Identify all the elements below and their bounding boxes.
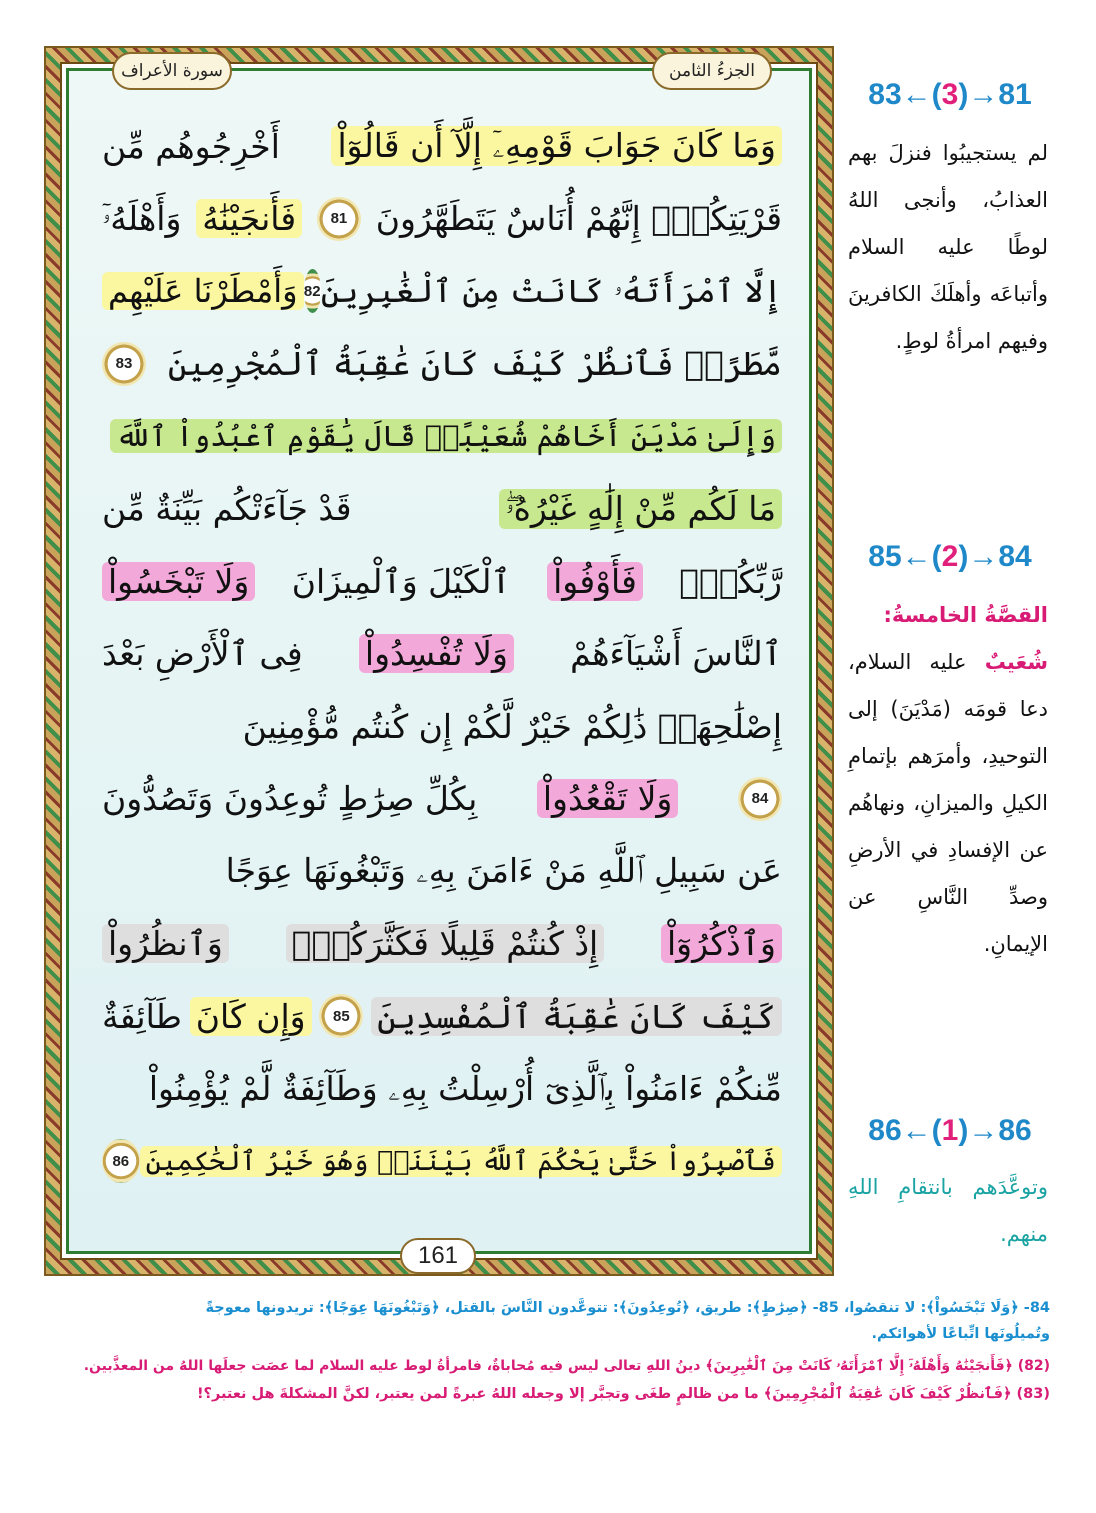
highlighted-phrase: فَأَنجَيْنَٰهُ [196, 199, 302, 238]
verse-text: بِكُلِّ صِرَٰطٍ تُوعِدُونَ وَتَصُدُّونَ [102, 779, 478, 818]
highlighted-phrase: فَأَوْفُواْ [547, 562, 643, 601]
side-summary-2-text: عليه السلام، دعا قومَه (مَدْيَنَ) إلى التوحيدِ، وأمرَهم بإتمامِ الكيلِ والميزانِ، ونهاهُم عن الإفسادِ في الأرضِ وصدِّ النَّاسِ عن الإيمانِ. [848, 650, 1048, 956]
prophet-name: شُعَيبٌ [984, 650, 1048, 674]
quran-line [102, 624, 782, 684]
highlighted-phrase: فَٱصْبِرُواْ حَتَّىٰ يَحْكُمَ ٱللَّهُ بَيْنَنَاۚ وَهُوَ خَيْرُ ٱلْحَٰكِمِينَ [140, 1146, 782, 1177]
highlighted-phrase: وَلَا تَقْعُدُواْ [537, 779, 678, 818]
verse-text: أَخْرِجُوهُم مِّن [102, 126, 280, 166]
ayah-number-marker: 84 [738, 777, 782, 821]
verse-text: إِصْلَٰحِهَاۚ ذَٰلِكُمْ خَيْرٌ لَّكُمْ إِن كُنتُم مُّؤْمِنِينَ [242, 706, 782, 746]
highlighted-phrase: وَٱذْكُرُوٓاْ [661, 924, 782, 963]
verse-text: ٱلْكَيْلَ وَٱلْمِيزَانَ [291, 561, 511, 601]
highlighted-phrase: وَلَا تَبْخَسُواْ [102, 562, 255, 601]
verse-text: فِى ٱلْأَرْضِ بَعْدَ [102, 634, 303, 673]
quran-line [102, 261, 782, 321]
quran-line [102, 914, 782, 974]
footnote-vocab: 84- ﴿وَلَا تَبْخَسُواْ﴾: لا تنقصُوا، 85- ﴿صِرَٰطٍ﴾: طريق، ﴿تُوعِدُونَ﴾: تتوعَّدون النَّاسَ بالقتل، ﴿وَتَبْغُونَهَا عِوَجًا﴾: تريدونها معوجةً [205, 1300, 1050, 1316]
quran-line [102, 406, 782, 466]
ayah-number-marker: 85 [319, 994, 363, 1038]
quran-line [102, 769, 782, 829]
verse-text: عَن سَبِيلِ ٱللَّهِ مَنْ ءَامَنَ بِهِۦ وَتَبْغُونَهَا عِوَجًا [225, 851, 782, 890]
verse-text: طَآئِفَةٌ [102, 996, 182, 1036]
quran-line [102, 841, 782, 901]
page-number: 161 [400, 1238, 476, 1274]
ayah-number-marker: 81 [317, 197, 361, 241]
quran-line [102, 116, 782, 176]
verse-text: قَرْيَتِكُمْۖ إِنَّهُمْ أُنَاسٌ يَتَطَهَّرُونَ [375, 199, 782, 238]
quran-line [102, 479, 782, 539]
verse-text: وَأَهْلَهُۥٓ [102, 198, 182, 238]
ayah-number-marker: 86 [102, 1139, 140, 1183]
quran-line [102, 551, 782, 611]
verse-text: مَّطَرًاۖ فَٱنظُرْ كَيْفَ كَانَ عَٰقِبَةُ ٱلْمُجْرِمِينَ [167, 344, 782, 383]
highlighted-phrase: مَا لَكُم مِّنْ إِلَٰهٍ غَيْرُهُۥۖ [499, 489, 782, 529]
highlighted-phrase: وَلَا تُفْسِدُواْ [359, 634, 514, 673]
highlighted-phrase: وَإِن كَانَ [190, 997, 312, 1036]
side-summary-2 [848, 592, 1048, 968]
quran-line [102, 189, 782, 249]
verse-text: مِّنكُمْ ءَامَنُواْ بِٱلَّذِىٓ أُرْسِلْتُ بِهِۦ وَطَآئِفَةٌ لَّمْ يُؤْمِنُواْ [148, 1068, 782, 1108]
side-range-2: 85←(2)→84 [868, 540, 1032, 573]
highlighted-phrase: وَأَمْطَرْنَا عَلَيْهِم [102, 272, 304, 310]
footnote-vocab-cont: وتُميلُونَها اتِّباعًا لأهوائكم. [871, 1326, 1050, 1342]
quran-line [102, 334, 782, 394]
surah-label: سورة الأعراف [112, 52, 232, 90]
side-summary-3: وتوعَّدَهم بانتقامِ اللهِ منهم. [848, 1175, 1048, 1246]
highlighted-phrase: وَٱنظُرُواْ [102, 924, 229, 963]
juz-label: الجزءُ الثامن [652, 52, 772, 90]
highlighted-phrase: وَإِلَىٰ مَدْيَنَ أَخَاهُمْ شُعَيْبًاۗ قَالَ يَٰقَوْمِ ٱعْبُدُواْ ٱللَّهَ [110, 419, 782, 453]
verse-text: إِلَّا ٱمْرَأَتَهُۥ كَانَتْ مِنَ ٱلْغَٰبِرِينَ [320, 271, 782, 310]
footnote-82: (82) ﴿فَأَنجَيْنَٰهُ وَأَهْلَهُۥٓ إِلَّا ٱمْرَأَتَهُۥ كَانَتْ مِنَ ٱلْغَٰبِرِينَ﴾ دينُ اللهِ تعالى ليس فيه مُحاباةٌ، فامرأةُ لوط عليه السلام لما عصَت جعلَها اللهُ من المعذَّبين. [83, 1358, 1050, 1374]
ayah-number-marker: 82 [304, 269, 321, 313]
side-range-3: 86←(1)→86 [868, 1114, 1032, 1147]
highlighted-phrase: إِذْ كُنتُمْ قَلِيلًا فَكَثَّرَكُمْۖ [286, 924, 605, 963]
footnote-83: (83) ﴿فَٱنظُرْ كَيْفَ كَانَ عَٰقِبَةُ ٱلْمُجْرِمِينَ﴾ ما من ظالمٍ طغَى وتجبَّر إلا وجعله اللهُ عبرةً لمن يعتبر، لكنَّ المشكلةَ هل نعتبر؟! [196, 1386, 1050, 1402]
ayah-number-marker: 83 [102, 342, 146, 386]
side-summary-1: لم يستجيبُوا فنزلَ بهم العذابُ، وأنجى اللهُ لوطًا عليه السلام وأتباعَه وأهلَكَ الكافرينَ وفيهم امرأةُ لوطٍ. [848, 141, 1048, 353]
verse-text: قَدْ جَآءَتْكُم بَيِّنَةٌ مِّن [102, 489, 352, 528]
story-title: القصَّةُ الخامسةُ: [883, 603, 1048, 627]
quran-line [102, 1131, 782, 1191]
side-range-1: 83←(3)→81 [868, 78, 1032, 111]
verse-text: رَّبِّكُمْۖ [679, 561, 782, 601]
quran-line [102, 696, 782, 756]
highlighted-phrase: وَمَا كَانَ جَوَابَ قَوْمِهِۦٓ إِلَّآ أَن قَالُوٓاْ [331, 126, 782, 166]
quran-line [102, 986, 782, 1046]
highlighted-phrase: كَيْفَ كَانَ عَٰقِبَةُ ٱلْمُفْسِدِينَ [371, 997, 782, 1036]
quran-line [102, 1059, 782, 1119]
verse-text: ٱلنَّاسَ أَشْيَآءَهُمْ [570, 634, 782, 673]
